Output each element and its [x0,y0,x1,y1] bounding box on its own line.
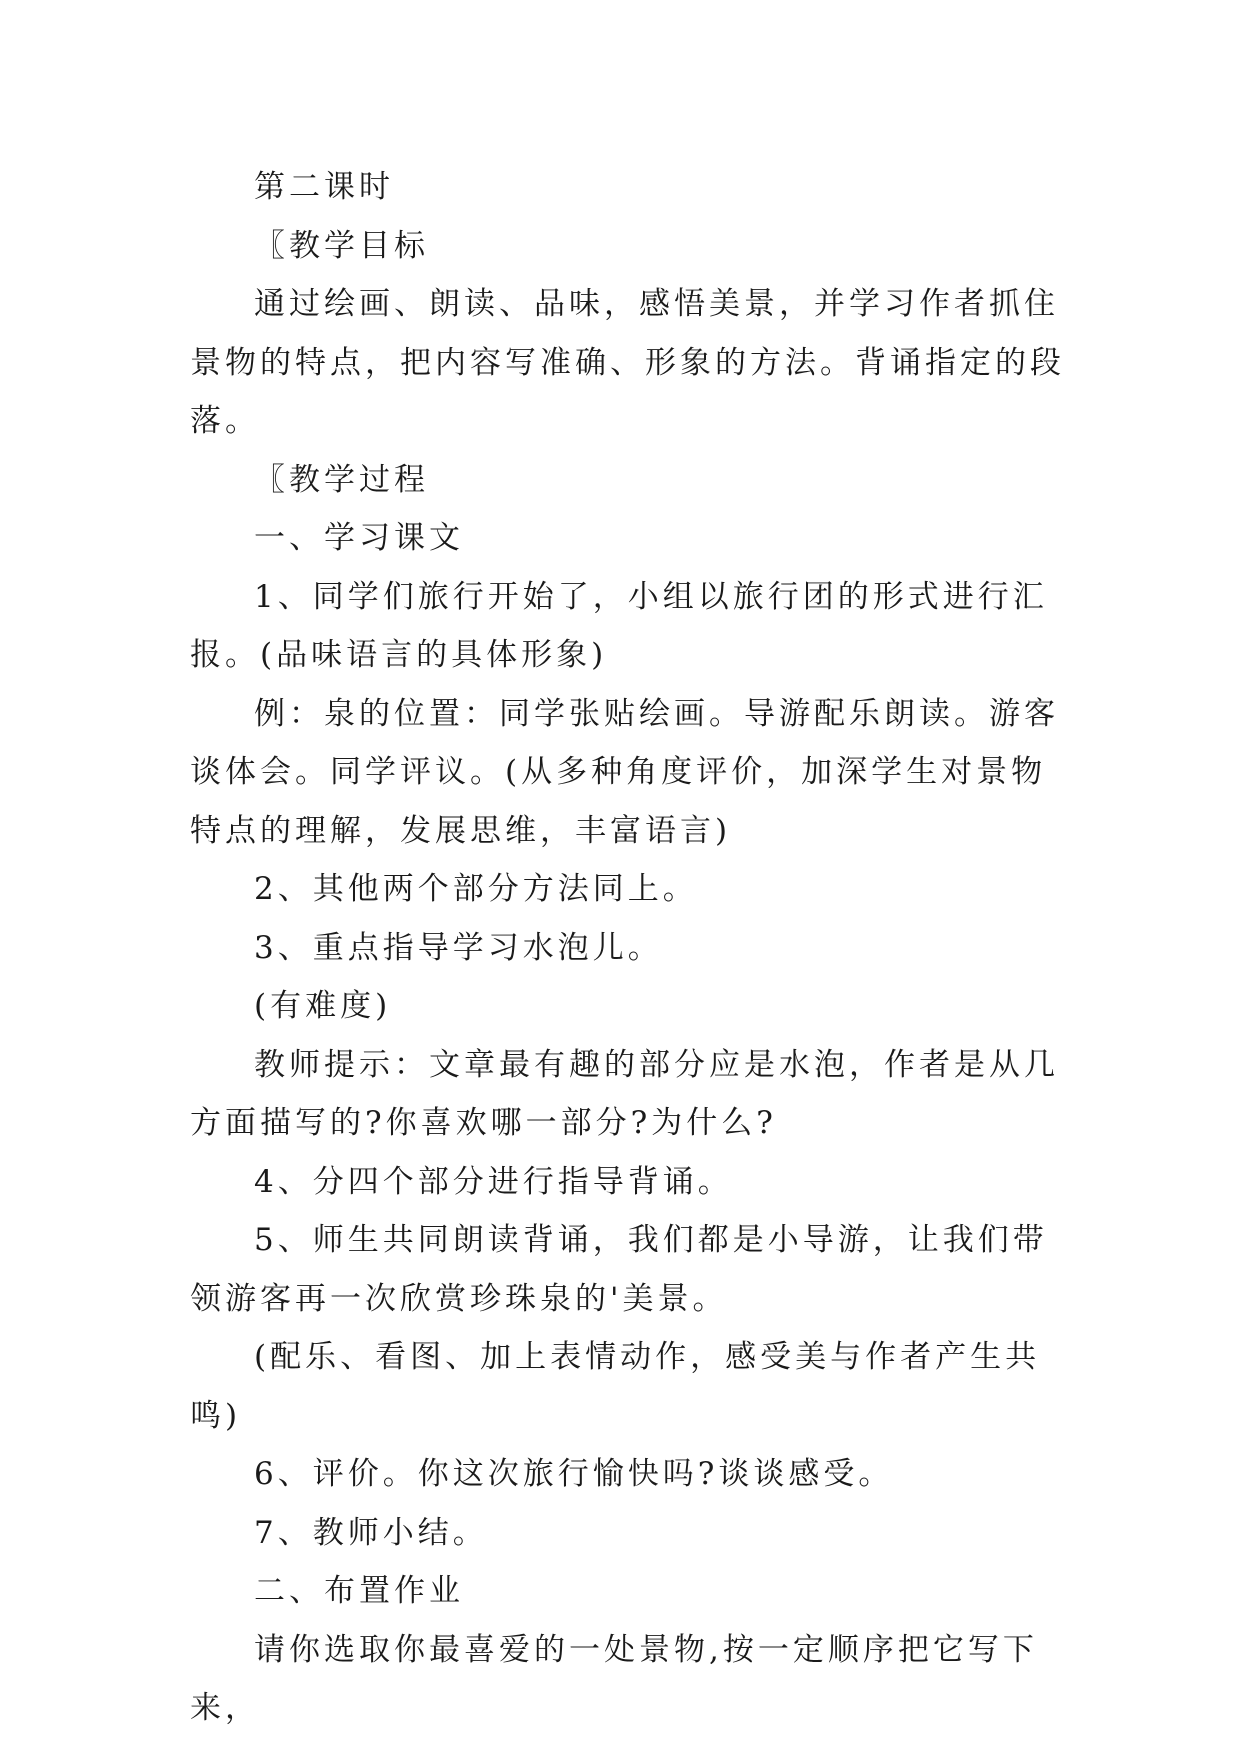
lesson-title: 第二课时 [254,169,394,205]
list-item: 4、分四个部分进行指导背诵。 [254,1163,733,1200]
section-heading-process: 〖教学过程 [254,461,429,498]
section-heading-goals: 〖教学目标 [254,227,429,264]
subsection-heading: 二、布置作业 [254,1573,464,1609]
list-item: 1、同学们旅行开始了，小组以旅行团的形式进行汇报。(品味语言的具体形象) [190,578,1048,673]
list-item: 6、评价。你这次旅行愉快吗?谈谈感受。 [254,1456,894,1492]
list-item: 7、教师小结。 [254,1514,488,1551]
paragraph: 请你选取你最喜爱的一处景物,按一定顺序把它写下来， [190,1631,1038,1726]
paragraph: 教师提示：文章最有趣的部分应是水泡，作者是从几方面描写的?你喜欢哪一部分?为什么? [190,1046,1059,1141]
subsection-heading: 一、学习课文 [254,520,464,556]
list-item: 5、师生共同朗读背诵，我们都是小导游，让我们带领游客再一次欣赏珍珠泉的'美景。 [190,1222,1048,1317]
paragraph: 例：泉的位置：同学张贴绘画。导游配乐朗读。游客谈体会。同学评议。(从多种角度评价，加深学生对景物特点的理解，发展思维，丰富语言) [190,695,1059,849]
paragraph: (配乐、看图、加上表情动作，感受美与作者产生共鸣) [190,1339,1041,1434]
list-item: 2、其他两个部分方法同上。 [254,871,698,907]
paragraph: 通过绘画、朗读、品味，感悟美景，并学习作者抓住景物的特点，把内容写准确、形象的方法。背诵指定的段落。 [190,286,1065,439]
list-item: 3、重点指导学习水泡儿。 [254,929,663,966]
paragraph: (有难度) [254,988,392,1024]
document-body [190,158,1070,1738]
